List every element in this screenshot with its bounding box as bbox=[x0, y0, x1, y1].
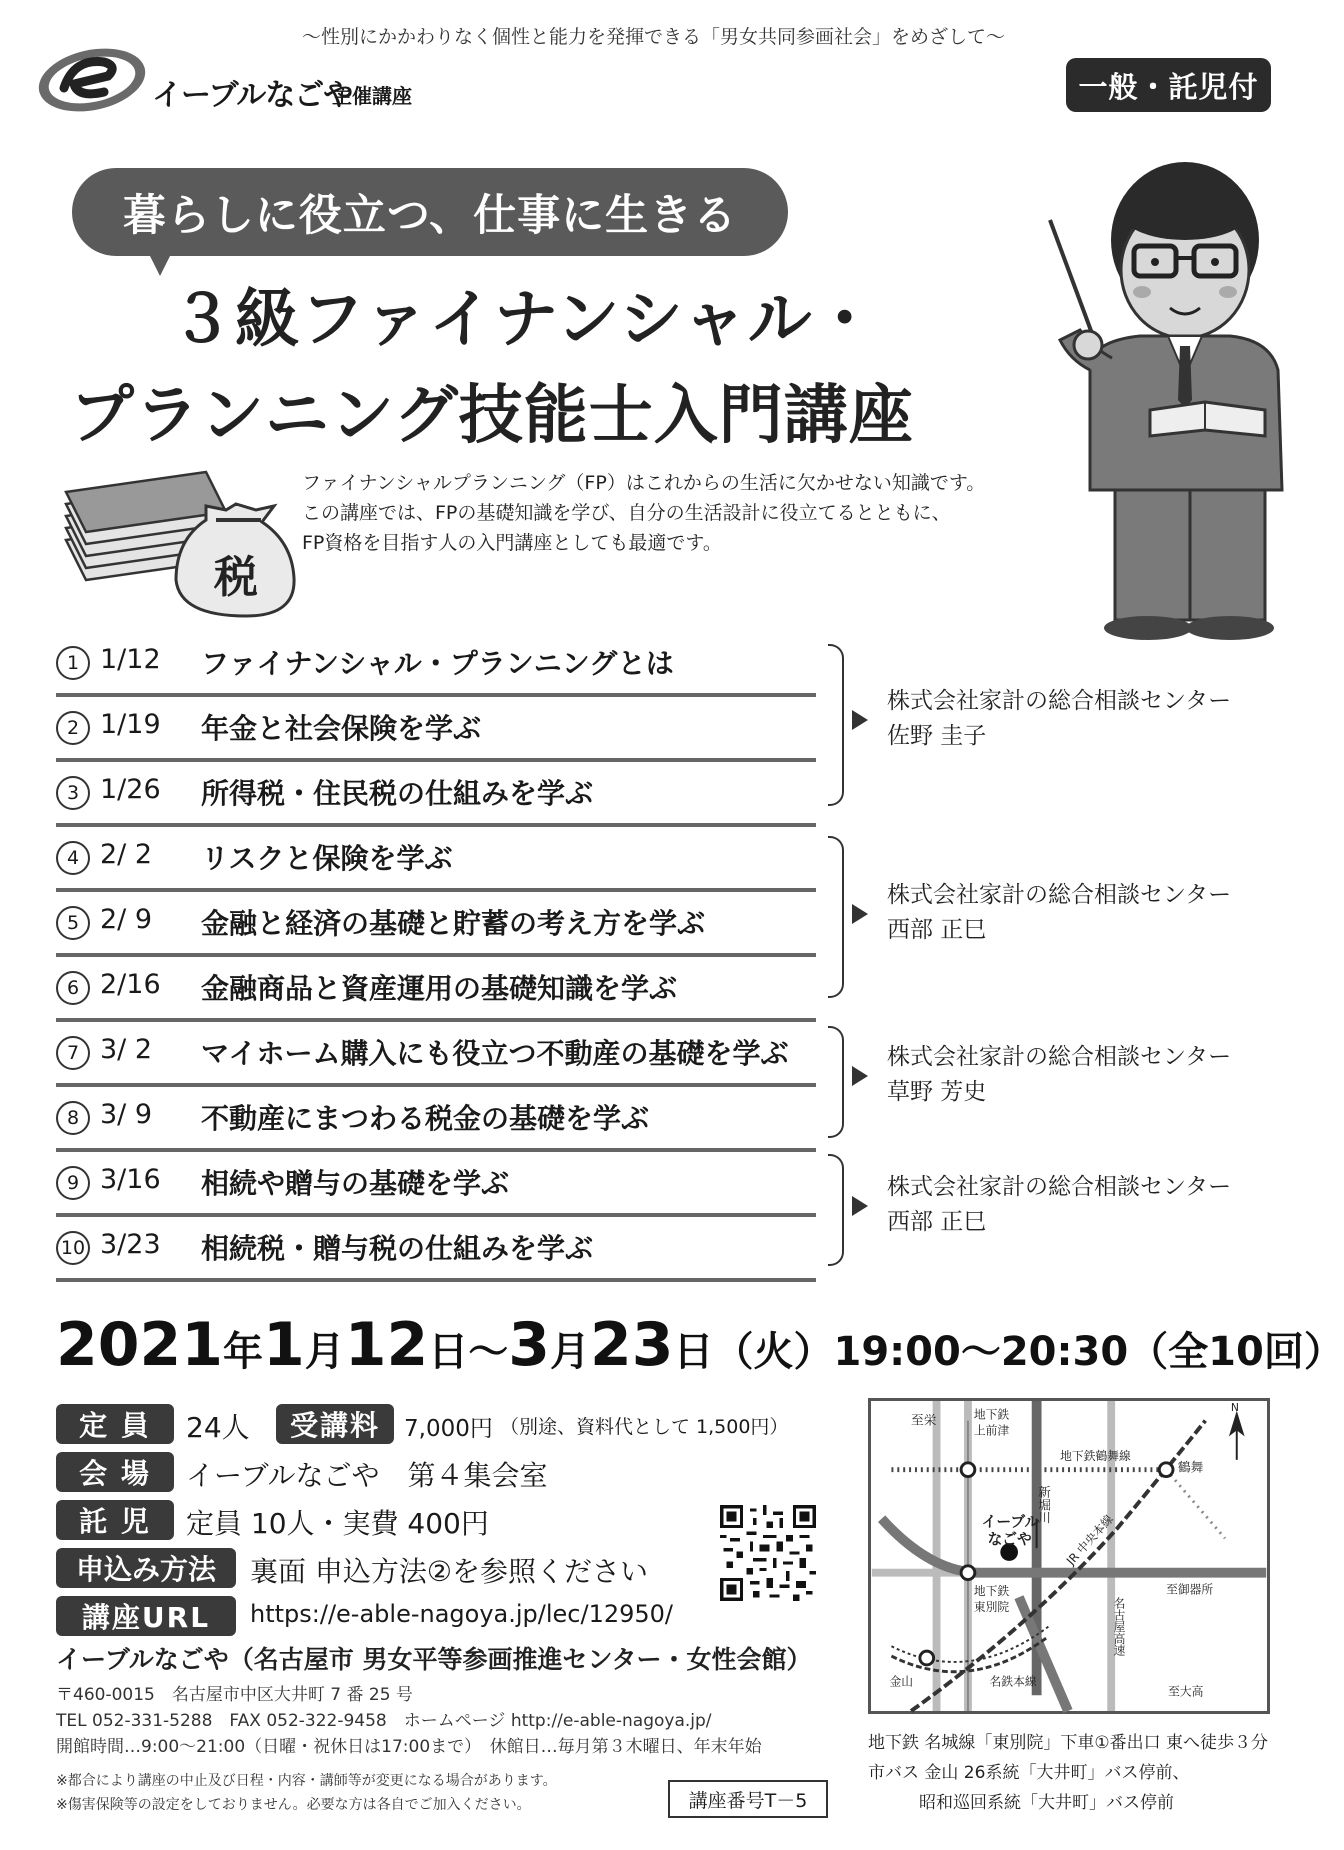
session-date: 2/16 bbox=[100, 969, 161, 1000]
insurance-note: ※傷害保険等の設定をしておりません。必要な方は各自でご加入ください。 bbox=[56, 1797, 531, 1813]
session-row bbox=[56, 697, 816, 762]
teacher-illustration bbox=[1030, 140, 1290, 640]
map-label-gokiso: 至御器所 bbox=[1166, 1582, 1214, 1597]
triangle-right-icon bbox=[852, 1066, 868, 1086]
session-date: 2/ 9 bbox=[100, 904, 153, 935]
course-dates bbox=[56, 1310, 1344, 1380]
session-date: 3/ 2 bbox=[100, 1034, 153, 1065]
session-number: 2 bbox=[56, 711, 90, 745]
opening-hours: 開館時間…9:00～21:00（日曜・祝休日は17:00まで） 休館日…毎月第３木曜日、年末年始 bbox=[56, 1737, 762, 1757]
course-url-link[interactable]: https://e-able-nagoya.jp/lec/12950/ bbox=[250, 1600, 673, 1628]
session-date: 3/16 bbox=[100, 1164, 161, 1195]
session-topic: 不動産にまつわる税金の基礎を学ぶ bbox=[201, 1102, 650, 1135]
map-label-higashibetsuin: 地下鉄 bbox=[973, 1584, 1010, 1599]
triangle-right-icon bbox=[852, 904, 868, 924]
map-label-ozone: 至大高 bbox=[1168, 1684, 1204, 1699]
fee-label: 受講料 bbox=[276, 1404, 394, 1444]
instructor-name: 草野 芳史 bbox=[887, 1079, 987, 1105]
access-line: 昭和巡回系統「大井町」バス停前 bbox=[868, 1793, 1174, 1813]
map-label-kamimaezu: 上前津 bbox=[973, 1423, 1010, 1438]
session-row bbox=[56, 957, 816, 1022]
instructor-info bbox=[887, 1170, 1231, 1240]
course-title-line2: プランニング技能士入門講座 bbox=[70, 379, 914, 453]
capacity-value: 24人 bbox=[186, 1411, 250, 1444]
map-label-kanayama: 金山 bbox=[889, 1674, 914, 1689]
intro-line: FP資格を目指す人の入門講座としても最適です。 bbox=[302, 532, 722, 554]
course-number: 講座番号T－5 bbox=[668, 1780, 828, 1818]
session-number: 5 bbox=[56, 906, 90, 940]
map-label-kamimaezu: 地下鉄 bbox=[973, 1407, 1010, 1422]
month-unit: 月 bbox=[550, 1329, 590, 1375]
session-count: （全10回） bbox=[1128, 1329, 1344, 1375]
session-row bbox=[56, 1087, 816, 1152]
session-number: 9 bbox=[56, 1166, 90, 1200]
session-date: 1/12 bbox=[100, 644, 161, 675]
access-map bbox=[868, 1398, 1270, 1714]
speech-bubble: 暮らしに役立つ、仕事に生きる bbox=[72, 168, 788, 256]
course-intro bbox=[302, 468, 1062, 558]
session-topic: 相続や贈与の基礎を学ぶ bbox=[201, 1167, 510, 1200]
start-day: 12 bbox=[344, 1310, 429, 1380]
instructor-org: 株式会社家計の総合相談センター bbox=[887, 1174, 1232, 1200]
session-number: 4 bbox=[56, 841, 90, 875]
contact-info: TEL 052-331-5288 FAX 052-322-9458 ホームページ http://e-able-nagoya.jp/ bbox=[56, 1711, 712, 1731]
intro-line: この講座では、FPの基礎知識を学び、自分の生活設計に役立てるとともに、 bbox=[302, 502, 951, 524]
audience-badge: 一般・託児付 bbox=[1066, 58, 1271, 112]
day-unit: 日 bbox=[428, 1329, 469, 1375]
session-date: 1/26 bbox=[100, 774, 161, 805]
logo bbox=[34, 40, 454, 120]
instructor-info bbox=[887, 1040, 1231, 1110]
end-day: 23 bbox=[590, 1310, 674, 1380]
tagline: ～性別にかかわりなく個性と能力を発揮できる「男女共同参画社会」をめざして～ bbox=[301, 26, 1005, 48]
triangle-right-icon bbox=[852, 710, 868, 730]
session-topic: 金融と経済の基礎と貯蓄の考え方を学ぶ bbox=[201, 907, 706, 940]
day-of-week: （火） bbox=[713, 1329, 834, 1375]
access-info bbox=[868, 1728, 1288, 1818]
year-unit: 年 bbox=[223, 1329, 263, 1375]
money-tax-bag-illustration bbox=[56, 450, 296, 620]
venue-value: イーブルなごや 第４集会室 bbox=[186, 1459, 548, 1492]
instructor-org: 株式会社家計の総合相談センター bbox=[887, 688, 1232, 714]
session-row bbox=[56, 1022, 816, 1087]
session-topic: リスクと保険を学ぶ bbox=[201, 842, 453, 875]
apply-value: 裏面 申込方法②を参照ください bbox=[250, 1555, 649, 1588]
address: 〒460-0015 名古屋市中区大井町 7 番 25 号 bbox=[56, 1685, 413, 1705]
instructor-bracket bbox=[828, 836, 844, 998]
fee-note: （別途、資料代として 1,500円） bbox=[500, 1416, 789, 1438]
session-row bbox=[56, 632, 816, 697]
session-topic: 所得税・住民税の仕組みを学ぶ bbox=[201, 777, 594, 810]
childcare-label: 託 児 bbox=[56, 1500, 174, 1540]
logo-sub: 主催講座 bbox=[332, 84, 412, 108]
session-time: 19:00～20:30 bbox=[833, 1329, 1129, 1375]
instructor-bracket bbox=[828, 1154, 844, 1266]
url-label: 講座URL bbox=[56, 1596, 236, 1636]
map-label-venue: イーブル bbox=[981, 1513, 1040, 1531]
session-number: 7 bbox=[56, 1036, 90, 1070]
instructor-org: 株式会社家計の総合相談センター bbox=[887, 1044, 1232, 1070]
session-number: 1 bbox=[56, 646, 90, 680]
instructor-org: 株式会社家計の総合相談センター bbox=[887, 882, 1232, 908]
end-month: 3 bbox=[508, 1310, 550, 1380]
map-label-shinhori: 新堀川 bbox=[1035, 1485, 1051, 1524]
logo-text: イーブルなごや bbox=[152, 78, 353, 113]
instructor-name: 西部 正巳 bbox=[887, 1209, 987, 1235]
triangle-right-icon bbox=[852, 1196, 868, 1216]
session-row bbox=[56, 1152, 816, 1217]
instructor-name: 佐野 圭子 bbox=[887, 723, 987, 749]
disclaimer-note: ※都合により講座の中止及び日程・内容・講師等が変更になる場合があります。 bbox=[56, 1773, 557, 1789]
e-able-logo-icon bbox=[34, 40, 152, 116]
instructor-info bbox=[887, 878, 1231, 948]
map-label-nagoya-expressway: 名古屋高速 bbox=[1112, 1597, 1127, 1657]
session-list bbox=[56, 632, 816, 1282]
instructor-bracket bbox=[828, 644, 844, 806]
map-label-meitetsu: 名鉄本線 bbox=[989, 1674, 1037, 1689]
instructor-bracket bbox=[828, 1026, 844, 1138]
map-label-tsurumai-line: 地下鉄鶴舞線 bbox=[1060, 1448, 1131, 1463]
session-topic: 金融商品と資産運用の基礎知識を学ぶ bbox=[201, 972, 678, 1005]
session-number: 10 bbox=[56, 1231, 90, 1265]
apply-label: 申込み方法 bbox=[56, 1548, 236, 1588]
day-unit: 日 bbox=[673, 1329, 714, 1375]
session-date: 1/19 bbox=[100, 709, 161, 740]
session-date: 3/23 bbox=[100, 1229, 161, 1260]
session-row bbox=[56, 762, 816, 827]
access-line: 地下鉄 名城線「東別院」下車①番出口 東へ徒歩３分 bbox=[868, 1733, 1269, 1753]
session-topic: マイホーム購入にも役立つ不動産の基礎を学ぶ bbox=[201, 1037, 789, 1070]
capacity-label: 定 員 bbox=[56, 1404, 174, 1444]
month-unit: 月 bbox=[304, 1329, 345, 1375]
session-date: 2/ 2 bbox=[100, 839, 153, 870]
access-line: 市バス 金山 26系統「大井町」バス停前、 bbox=[868, 1763, 1190, 1783]
start-month: 1 bbox=[263, 1310, 305, 1380]
session-number: 6 bbox=[56, 971, 90, 1005]
session-row bbox=[56, 1217, 816, 1282]
north-label: N bbox=[1230, 1400, 1239, 1414]
year: 2021 bbox=[56, 1310, 223, 1380]
map-label-jr: JR 中央本線 bbox=[1063, 1512, 1116, 1568]
range-tilde: ～ bbox=[468, 1329, 509, 1375]
tax-label: 税 bbox=[214, 552, 258, 603]
session-row bbox=[56, 892, 816, 957]
organizer-name: イーブルなごや（名古屋市 男女平等参画推進センター・女性会館） bbox=[56, 1645, 812, 1674]
map-label-tsurumai: 鶴舞 bbox=[1177, 1460, 1204, 1476]
map-label-higashibetsuin: 東別院 bbox=[973, 1599, 1010, 1614]
childcare-value: 定員 10人・実費 400円 bbox=[186, 1507, 489, 1540]
session-number: 3 bbox=[56, 776, 90, 810]
session-topic: 年金と社会保険を学ぶ bbox=[201, 712, 482, 745]
session-number: 8 bbox=[56, 1101, 90, 1135]
session-date: 3/ 9 bbox=[100, 1099, 153, 1130]
map-label-venue: なごや bbox=[987, 1531, 1032, 1549]
intro-line: ファイナンシャルプランニング（FP）はこれからの生活に欠かせない知識です。 bbox=[302, 472, 986, 494]
course-title-line1: ３級ファイナンシャル・ bbox=[170, 283, 878, 357]
qr-code-icon[interactable] bbox=[720, 1505, 816, 1601]
map-label-shiei: 至栄 bbox=[911, 1413, 937, 1429]
session-topic: 相続税・贈与税の仕組みを学ぶ bbox=[201, 1232, 594, 1265]
fee-value: 7,000円 bbox=[404, 1416, 493, 1442]
instructor-name: 西部 正巳 bbox=[887, 917, 987, 943]
session-row bbox=[56, 827, 816, 892]
instructor-info bbox=[887, 684, 1231, 754]
venue-label: 会 場 bbox=[56, 1452, 174, 1492]
session-topic: ファイナンシャル・プランニングとは bbox=[201, 647, 674, 680]
